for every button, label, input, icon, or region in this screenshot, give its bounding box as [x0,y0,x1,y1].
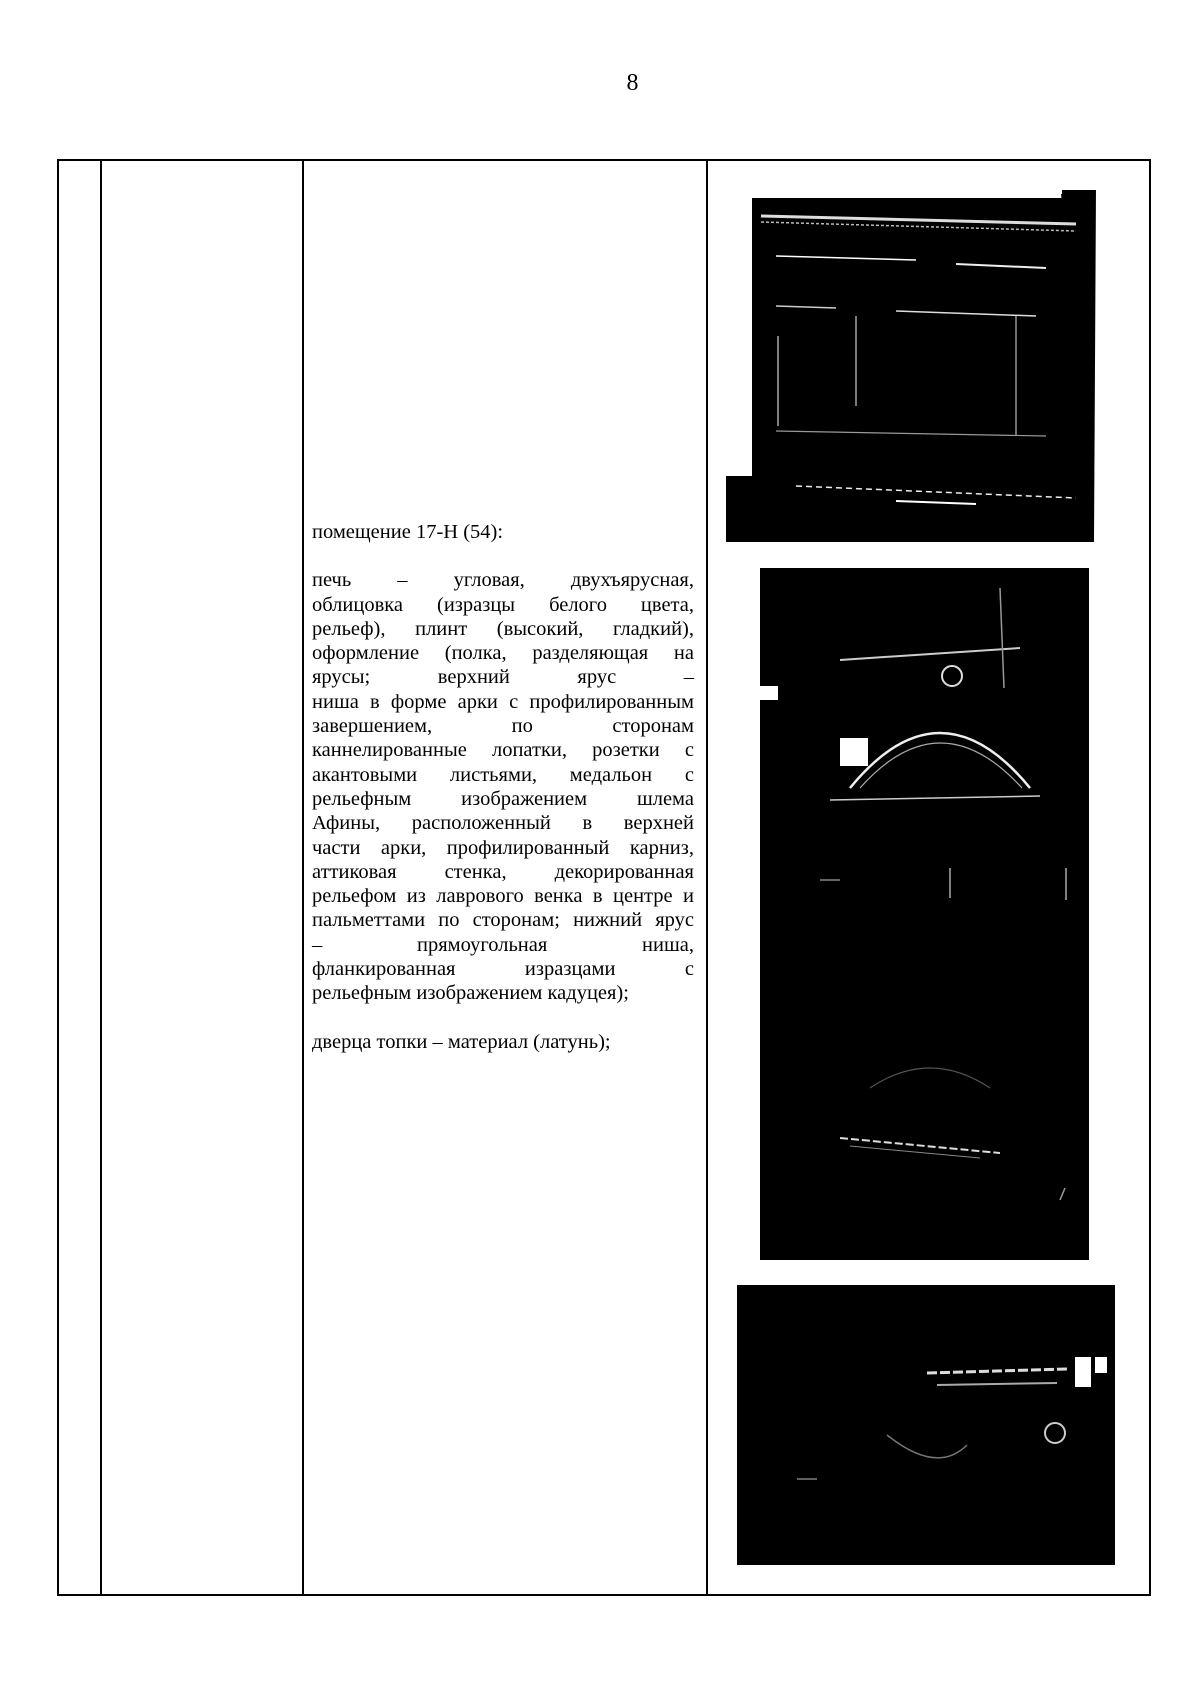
stove-top-photo [716,186,1139,542]
stove-line: пальметтами по сторонам; нижний ярус [312,909,694,932]
column-divider-3 [706,159,708,1596]
door-line: дверца топки – материал (латунь); [312,1030,611,1053]
stove-line: фланкированная изразцами с [312,958,694,981]
stove-line: ярусы; верхний ярус – [312,666,694,689]
stove-line: – прямоугольная ниша, [312,933,694,956]
stove-line: облицовка (изразцы белого цвета, [312,593,694,616]
stove-line: рельеф), плинт (высокий, гладкий), [312,617,694,640]
stove-line: Афины, расположенный в верхней [312,812,694,835]
stove-line: печь – угловая, двухъярусная, [312,569,694,592]
stove-line: акантовыми листьями, медальон с [312,763,694,786]
column-divider-2 [302,159,304,1596]
room-heading: помещение 17-Н (54): [312,521,504,543]
stove-line: аттиковая стенка, декорированная [312,860,694,883]
description-cell [312,520,694,1054]
stove-door-photo [737,1285,1115,1565]
page-number: 8 [626,70,639,96]
stove-line: каннелированные лопатки, розетки с [312,739,694,762]
stove-line: рельефным изображением шлема [312,787,694,810]
stove-line: ниша в форме арки с профилированным [312,690,694,713]
column-divider-1 [100,159,102,1596]
stove-line: части арки, профилированный карниз, [312,836,694,859]
stove-line: рельефом из лаврового венка в центре и [312,885,694,908]
stove-line: завершением, по сторонам [312,715,694,738]
stove-line: оформление (полка, разделяющая на [312,642,694,665]
stove-full-photo [760,568,1089,1260]
stove-line: рельефным изображением кадуцея); [312,982,629,1005]
